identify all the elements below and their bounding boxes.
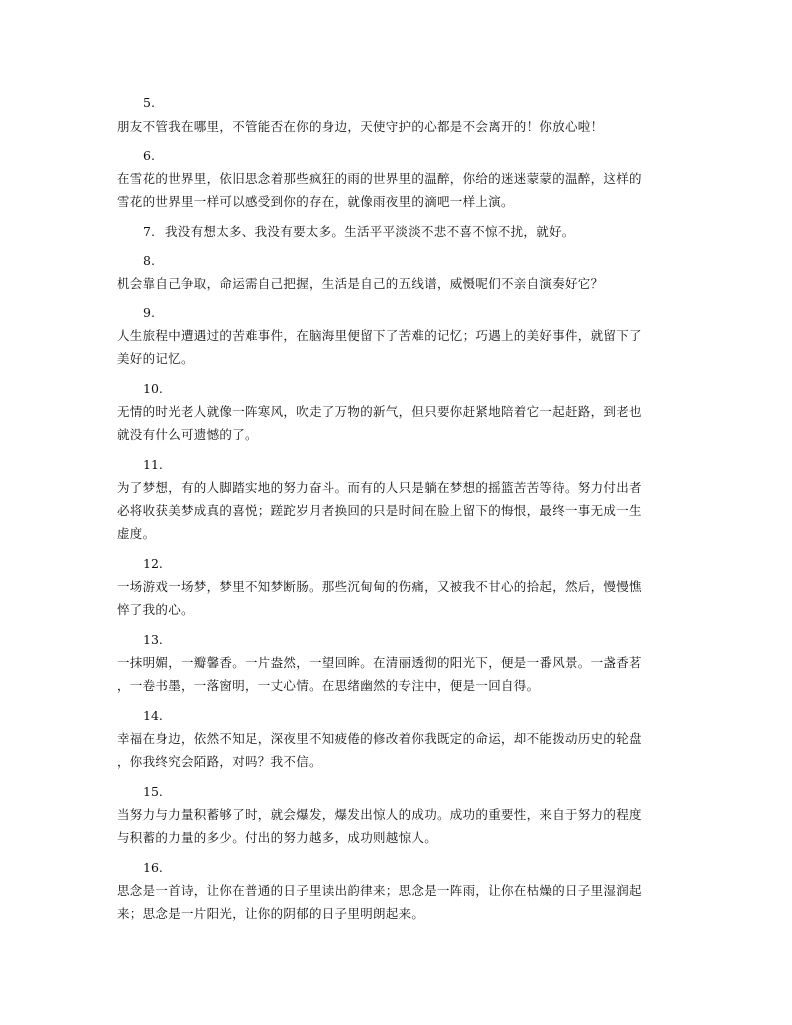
- entry-text-line: ，你我终究会陌路，对吗？我不信。: [117, 754, 322, 769]
- entry-text-line: 必将收获美梦成真的喜悦；蹉跎岁月者换回的只是时间在脸上留下的悔恨，最终一事无成一生: [117, 503, 642, 518]
- entry-number: 11.: [143, 457, 163, 472]
- entry-inline-text: 我没有想太多、我没有要太多。生活平平淡淡不悲不喜不惊不扰，就好。: [165, 224, 575, 239]
- entry-text-line: 与积蓄的力量的多少。付出的努力越多，成功则越惊人。: [117, 830, 438, 845]
- entry-text-line: 一场游戏一场梦，梦里不知梦断肠。那些沉甸甸的伤痛，又被我不甘心的拾起，然后，慢慢憔: [117, 579, 642, 594]
- entry-text-line: ，一卷书墨，一落窗明，一丈心情。在思绪幽然的专注中，便是一回自得。: [117, 678, 540, 693]
- entry-text-line: 思念是一首诗，让你在普通的日子里读出韵律来；思念是一阵雨，让你在枯燥的日子里湿润起: [117, 883, 642, 898]
- entry-text-line: 雪花的世界里一样可以感受到你的存在，就像雨夜里的滴吧一样上演。: [117, 194, 514, 209]
- entry-number: 15.: [143, 784, 163, 799]
- entry-text-line: 一抹明媚，一瓣馨香。一片盎然，一望回眸。在清丽透彻的阳光下，便是一番风景。一盏香茗: [117, 655, 642, 670]
- entry-text-line: 当努力与力量积蓄够了时，就会爆发，爆发出惊人的成功。成功的重要性，来自于努力的程度: [117, 807, 642, 822]
- entry-text-line: 朋友不管我在哪里，不管能否在你的身边，天使守护的心都是不会离开的！你放心啦！: [117, 119, 604, 134]
- entry-text-line: 就没有什么可遗憾的了。: [117, 427, 258, 442]
- entry-text-line: 机会靠自己争取，命运需自己把握，生活是自己的五线谱，威慑呢们不亲自演奏好它？: [117, 276, 604, 291]
- entry-text-line: 虚度。: [117, 526, 156, 541]
- entry-number: 14.: [143, 708, 163, 723]
- entry-text-line: 悴了我的心。: [117, 602, 194, 617]
- entry-text-line: 为了梦想，有的人脚踏实地的努力奋斗。而有的人只是躺在梦想的摇篮苦苦等待。努力付出者: [117, 480, 642, 495]
- entry-number: 5.: [143, 95, 155, 110]
- entry-number: 12.: [143, 556, 163, 571]
- entry-number: 16.: [143, 860, 163, 875]
- entry-text-line: 无情的时光老人就像一阵寒风，吹走了万物的新气，但只要你赶紧地陪着它一起赶路，到老也: [117, 404, 642, 419]
- entry-number: 7.: [143, 224, 155, 239]
- entry-number: 10.: [143, 381, 163, 396]
- entry-number: 9.: [143, 305, 155, 320]
- entry-number: 8.: [143, 253, 155, 268]
- entry-text-line: 来；思念是一片阳光，让你的阴郁的日子里明朗起来。: [117, 906, 425, 921]
- entry-number: 13.: [143, 632, 163, 647]
- entry-text-line: 在雪花的世界里，依旧思念着那些疯狂的雨的世界里的温醉，你给的迷迷蒙蒙的温醉，这样的: [117, 171, 642, 186]
- entry-number: 6.: [143, 148, 155, 163]
- entry-text-line: 人生旅程中遭遇过的苦难事件，在脑海里便留下了苦难的记忆；巧遇上的美好事件，就留下了: [117, 328, 642, 343]
- entry-text-line: 幸福在身边，依然不知足，深夜里不知疲倦的修改着你我既定的命运，却不能拨动历史的轮盘: [117, 731, 642, 746]
- entry-text-line: 美好的记忆。: [117, 351, 194, 366]
